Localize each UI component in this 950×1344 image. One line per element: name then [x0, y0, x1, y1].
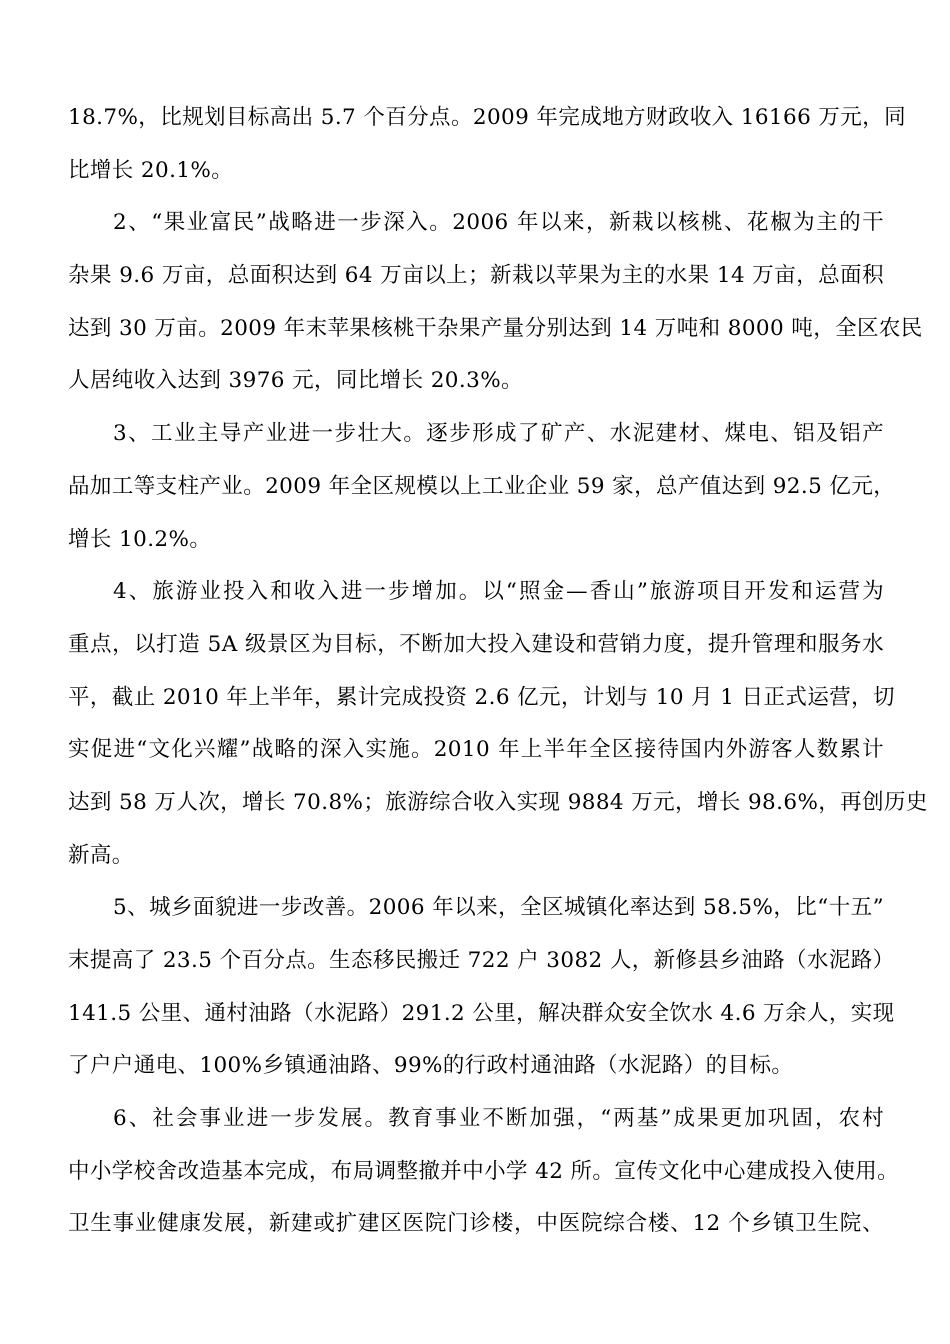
text-line: 增长 10.2%。 [68, 526, 212, 552]
text-line: 新高。 [68, 842, 134, 868]
text-line: 末提高了 23.5 个百分点。生态移民搬迁 722 户 3082 人，新修县乡油路（水泥路） [68, 948, 895, 973]
paragraph-2-start: 2、“果业富民”战略进一步深入。2006 年以来，新栽以核桃、花椒为主的干 [113, 210, 884, 236]
text-line: 重点，以打造 5A 级景区为目标，不断加大投入建设和营销力度，提升管理和服务水 [68, 631, 884, 657]
document-body [68, 92, 928, 1251]
paragraph-5-start: 5、城乡面貌进一步改善。2006 年以来，全区城镇化率达到 58.5%，比“十五” [113, 895, 884, 921]
text-line: 卫生事业健康发展，新建或扩建区医院门诊楼，中医院综合楼、12 个乡镇卫生院、 [68, 1211, 884, 1237]
text-line: 人居纯收入达到 3976 元，同比增长 20.3%。 [68, 368, 523, 394]
text-line: 杂果 9.6 万亩，总面积达到 64 万亩以上；新栽以苹果为主的水果 14 万亩，总面积 [68, 263, 884, 289]
text-line: 品加工等支柱产业。2009 年全区规模以上工业企业 59 家，总产值达到 92.5 亿元， [68, 473, 896, 499]
paragraph-4-start: 4、旅游业投入和收入进一步增加。以“照金—香山”旅游项目开发和运营为 [113, 579, 884, 605]
text-line: 18.7%，比规划目标高出 5.7 个百分点。2009 年完成地方财政收入 16166 万元，同 [68, 105, 906, 130]
text-line: 中小学校舍改造基本完成，布局调整撤并中小学 42 所。宣传文化中心建成投入使用。 [68, 1158, 900, 1184]
text-line: 平，截止 2010 年上半年，累计完成投资 2.6 亿元，计划与 10 月 1 日正式运营，切 [68, 684, 895, 710]
text-line: 141.5 公里、通村油路（水泥路）291.2 公里，解决群众安全饮水 4.6 万余人，实现 [68, 1000, 895, 1026]
text-line: 达到 58 万人次，增长 70.8%；旅游综合收入实现 9884 万元，增长 98.6%，再创历史 [68, 789, 928, 815]
text-line: 比增长 20.1%。 [68, 157, 234, 183]
paragraph-3-start: 3、工业主导产业进一步壮大。逐步形成了矿产、水泥建材、煤电、铝及铝产 [113, 421, 884, 447]
text-line: 实促进“文化兴耀”战略的深入实施。2010 年上半年全区接待国内外游客人数累计 [68, 737, 884, 763]
text-line: 了户户通电、100%乡镇通油路、99%的行政村通油路（水泥路）的目标。 [68, 1053, 794, 1079]
text-line: 达到 30 万亩。2009 年末苹果核桃干杂果产量分别达到 14 万吨和 8000 吨，全区农民 [68, 315, 923, 341]
paragraph-6-start: 6、社会事业进一步发展。教育事业不断加强，“两基”成果更加巩固，农村 [113, 1106, 884, 1132]
